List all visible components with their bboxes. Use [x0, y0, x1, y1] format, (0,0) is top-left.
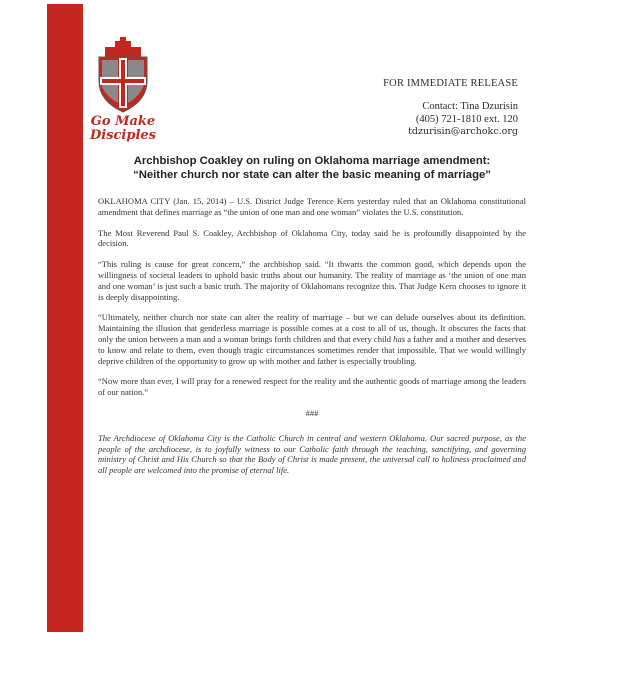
paragraph-4: [98, 312, 526, 366]
red-sidebar-bar: [47, 4, 83, 632]
logo-text-line2: Disciples: [89, 128, 156, 143]
contact-name: Contact: Tina Dzurisin: [422, 101, 518, 112]
headline-line1: Archbishop Coakley on ruling on Oklahoma marriage amendment:: [133, 155, 491, 167]
archdiocese-logo: [89, 37, 156, 145]
press-release-body: [98, 196, 526, 486]
cross-shield-icon: [93, 37, 153, 113]
release-label: FOR IMMEDIATE RELEASE: [383, 78, 518, 89]
paragraph-5: “Now more than ever, I will pray for a renewed respect for the reality and the authentic goods of marriage among the leaders of our nation.”: [98, 376, 526, 398]
paragraph-1: OKLAHOMA CITY (Jan. 15, 2014) – U.S. District Judge Terence Kern yesterday ruled that an Oklahoma constitutional amendment that defines marriage as “the union of one man and one woman” violates the U.S. constitution.: [98, 196, 526, 217]
paragraph-4-emphasis: has: [393, 333, 406, 344]
paragraph-4-part-a: “Ultimately, neither church nor state can alter the reality of marriage – but we can delude ourselves about its definition. Maintaining the illusion that genderless marriage is possible comes at a cost to all of us, though. It obscures the facts that only the union between a man and a woman brings forth children and that every child: [98, 312, 526, 344]
paragraph-2: The Most Reverend Paul S. Coakley, Archbishop of Oklahoma City, today said he is profoundly disappointed by the decision.: [98, 227, 526, 249]
contact-phone: (405) 721-1810 ext. 120: [415, 113, 518, 125]
logo-text-line1: Go Make: [90, 114, 156, 129]
headline-line2: “Neither church nor state can alter the basic meaning of marriage”: [133, 169, 491, 181]
contact-email[interactable]: tdzurisin@archokc.org: [408, 126, 518, 137]
section-separator: ###: [305, 407, 319, 418]
contact-block: [408, 101, 518, 139]
paragraph-4-part-b: a father and a mother and deserves to know and relate to them, even though tragic circumstances sometimes render that impossible. That we would willingly deprive children of the opportunity to grow up with mother and father is especially troubling.: [98, 333, 527, 366]
paragraph-3: “This ruling is cause for great concern,” the archbishop said. “It thwarts the common good, which depends upon the willingness of societal leaders to uphold basic truths about our humanity. The reality of marriage as ‘the union of one man and one woman’ is just such a basic truth. The majority of Oklahomans recognize this. That Judge Kern chooses to ignore it is deeply disappointing.: [98, 259, 526, 302]
headline: [98, 154, 526, 182]
about-paragraph: The Archdiocese of Oklahoma City is the Catholic Church in central and western Oklahoma. Our sacred purpose, as the people of the archdiocese, is to joyfully witness to our Catholic faith through the teaching, sanctifying, and governing ministry of Christ and His Church so that the Body of Christ is made present, the universal call to holiness proclaimed and all people are welcomed into the promise of eternal life.: [98, 432, 526, 476]
